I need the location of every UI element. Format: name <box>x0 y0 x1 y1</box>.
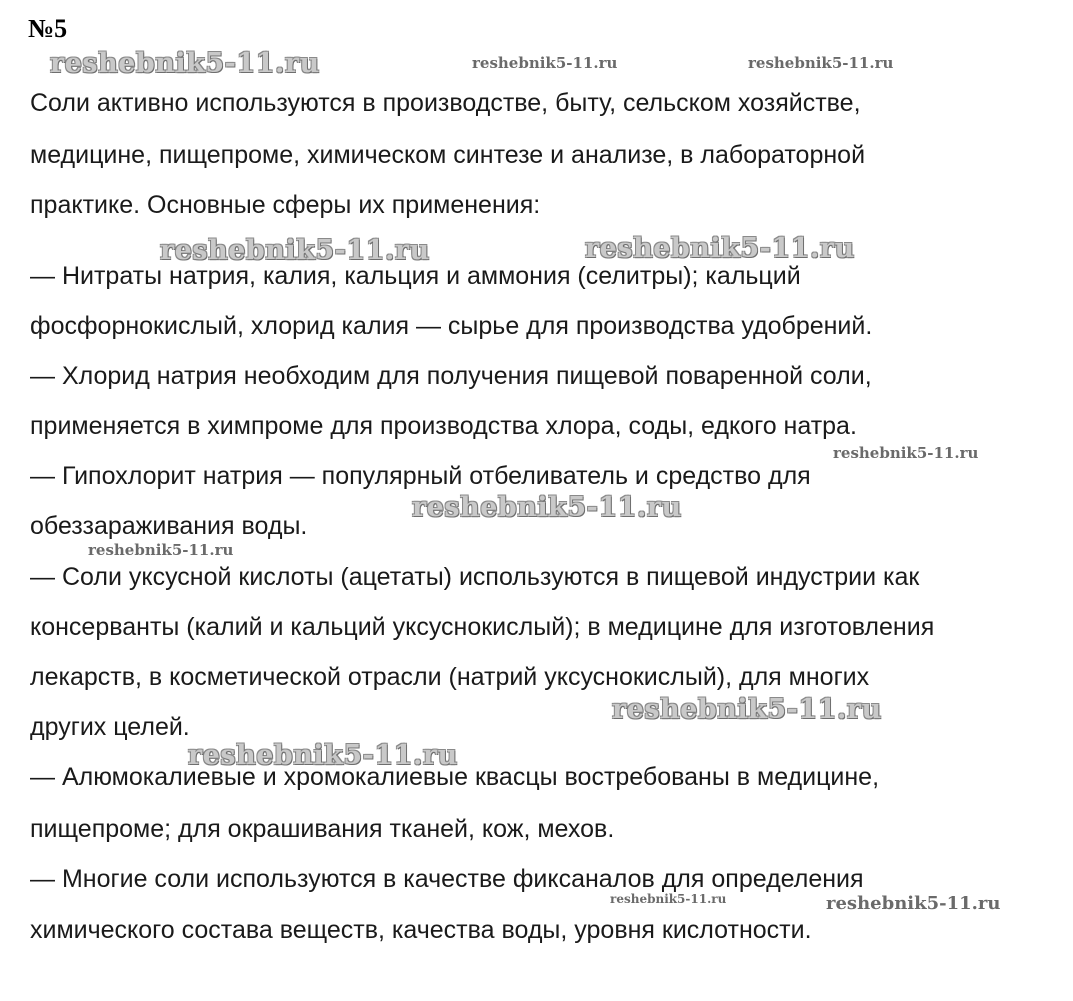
text-line: — Многие соли используются в качестве фиксаналов для определения <box>30 865 864 893</box>
watermark: reshebnik5-11.ru <box>610 892 727 906</box>
text-line: — Нитраты натрия, калия, кальция и аммония (селитры); кальций <box>30 262 801 290</box>
watermark: reshebnik5-11.ru <box>585 233 855 264</box>
text-line: — Гипохлорит натрия — популярный отбеливатель и средство для <box>30 462 811 490</box>
watermark: reshebnik5-11.ru <box>412 492 682 523</box>
task-number: №5 <box>28 14 68 43</box>
watermark: reshebnik5-11.ru <box>826 893 1001 914</box>
text-line: медицине, пищепроме, химическом синтезе и анализе, в лабораторной <box>30 141 866 169</box>
text-line: — Хлорид натрия необходим для получения пищевой поваренной соли, <box>30 362 872 390</box>
text-line: консерванты (калий и кальций уксуснокислый); в медицине для изготовления <box>30 613 935 641</box>
text-line: Соли активно используются в производстве, быту, сельском хозяйстве, <box>30 89 861 117</box>
text-line: применяется в химпроме для производства хлора, соды, едкого натра. <box>30 412 857 440</box>
watermark: reshebnik5-11.ru <box>833 444 979 462</box>
text-line: практике. Основные сферы их применения: <box>30 191 541 219</box>
watermark: reshebnik5-11.ru <box>612 694 882 725</box>
text-line: — Алюмокалиевые и хромокалиевые квасцы востребованы в медицине, <box>30 763 880 791</box>
watermark: reshebnik5-11.ru <box>472 54 618 72</box>
watermark: reshebnik5-11.ru <box>188 740 458 771</box>
watermark: reshebnik5-11.ru <box>160 235 430 266</box>
watermark: reshebnik5-11.ru <box>50 48 320 79</box>
text-line: пищепроме; для окрашивания тканей, кож, мехов. <box>30 815 615 843</box>
watermark: reshebnik5-11.ru <box>748 54 894 72</box>
text-line: фосфорнокислый, хлорид калия — сырье для производства удобрений. <box>30 312 873 340</box>
text-line: лекарств, в косметической отрасли (натрий уксуснокислый), для многих <box>30 663 870 691</box>
text-line: химического состава веществ, качества воды, уровня кислотности. <box>30 916 812 944</box>
watermark: reshebnik5-11.ru <box>88 541 234 559</box>
text-line: — Соли уксусной кислоты (ацетаты) используются в пищевой индустрии как <box>30 563 920 591</box>
text-line: обеззараживания воды. <box>30 512 308 540</box>
text-line: других целей. <box>30 713 190 741</box>
